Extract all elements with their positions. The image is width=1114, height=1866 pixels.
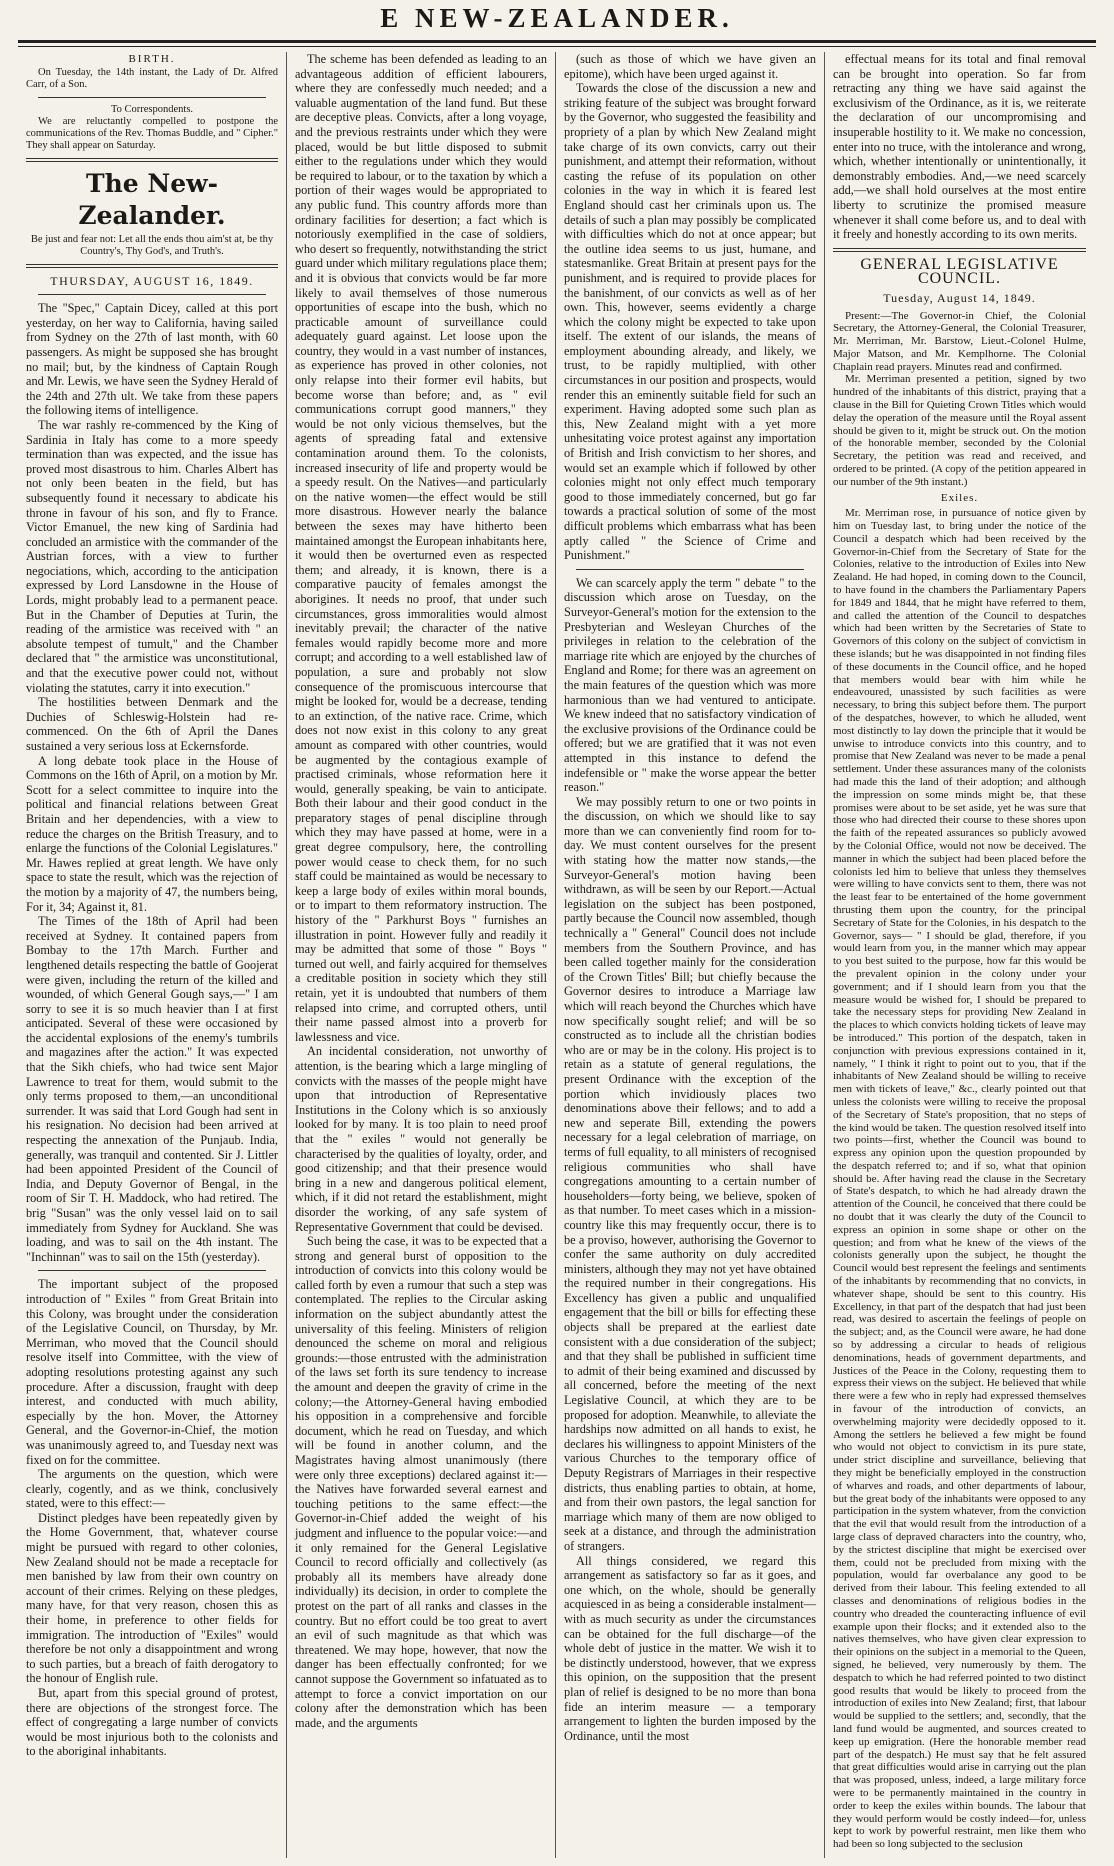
council-date: Tuesday, August 14, 1849.	[883, 290, 1036, 305]
divider	[26, 158, 278, 162]
article-paragraph: The arguments on the question, which were clearly, cogently, and as we think, conclusively stated, were to this effect:—	[26, 1467, 278, 1511]
correspondents-notice: We are reluctantly compelled to postpone the communications of the Rev. Thomas Buddle, and " Cipher." They shall appear on Saturday.	[26, 115, 278, 151]
article-paragraph: We may possibly return to one or two points in the discussion, on which we should like to say more than we can conveniently find room for to-day. We must content ourselves for the present with stating how the matter now stands,—the Surveyor-General's motion having been withdrawn, as will be seen by our Report.—Actual legislation on the subject has been postponed, partly because the Council now assembled, though technically a " General" Council does not include members from the Southern Province, and has been called together mainly for the consideration of the Crown Titles' Bill; but chiefly because the Governor desires to introduce a Marriage law which will reach beyond the Churches which have now specifically sought relief; and will be so constructed as to include all the christian bodies who are or may be in the colony. His project is to retain as a statute of general regulations, the present Ordinance with the exception of the portion which invidiously places two denominations above their fellows; and to add a new and seperate Bill, extending the powers necessary for a legal celebration of marriage, on terms of full equality, to all ministers of recognised religious communities who shall have congregations amounting to a certain number of householders—forty being, we believe, spoken of as that number. To meet cases which in a mission-country like this may frequently occur, there is to be a proviso, however, authorising the Governor to confer the same authority on duly accredited ministers, although they may not yet have obtained the required number in their congregations. His Excellency has given a public and unqualified engagement that the bill or bills for effecting these objects shall be prepared at the earliest date consistent with a due consideration of the subject; and that they shall be published in sufficient time to admit of their being examined and discussed by all concerned, before the meeting of the next Legislative Council, at which they are to be proposed for adoption. Meanwhile, to alleviate the hardships now admitted on all hands to exist, he declares his willingness to appoint Ministers of the various Churches to the temporary office of Deputy Registrars of Marriages in their respective districts, thus enabling parties to obtain, at home, and from their own pastors, the legal sanction for marriage which many of them are now obliged to seek at a distance, and through the administration of strangers.	[564, 794, 816, 1553]
paper-title: The New-Zealander.	[78, 168, 226, 230]
article-paragraph: All things considered, we regard this arrangement as satisfactory so far as it goes, and one which, on the whole, should be generally acquiesced in as being a considerable instalment—with as much security as under the circumstances can be obtained for the full discharge—of the whole debt of justice in the matter. We wish it to be distinctly understood, however, that we express this opinion, on the supposition that the present plan of relief is designed to be no more than bona fide an interim measure — a temporary arrangement to lighten the burden imposed by the Ordinance, until the most	[564, 1553, 816, 1743]
article-paragraph: The "Spec," Captain Dicey, called at this port yesterday, on her way to California, having sailed from Sydney on the 27th of last month, with 60 passengers. As might be supposed she has brought no mail; but, by the kindness of Captain Rough and Mr. Lewis, we have seen the Sydney Herald of the 24th and 27th ult. We take from these papers the following items of intelligence.	[26, 301, 278, 418]
article-paragraph: (such as those of which we have given an epitome), which have been urged against it.	[564, 52, 816, 81]
article-paragraph: Such being the case, it was to be expected that a strong and general burst of opposition to the introduction of convicts into this colony would be called forth by even a rumour that such a step was contemplated. The replies to the Circular asking information on the subject abundantly attest the universality of this feeling. Ministers of religion denounced the scheme on moral and religious grounds:—those entrusted with the administration of the laws set forth its sure tendency to increase the amount and deepen the gravity of crime in the colony;—the Attorney-General having embodied his opposition in a comprehensive and forcible document, which he read on Tuesday, and which will be found in another column, and the Magistrates having almost unanimously (there were only three exceptions) declared against it:—the Natives have forwarded several earnest and touching petitions to the same effect:—the Governor-in-Chief added the weight of his judgment and influence to the popular voice:—and it only remained for the General Legislative Council to record officially and collectively (as probably all its members have already done individually) its decision, in order to complete the protest on the part of all ranks and classes in the country. But no effort could be too great to avert an evil of such magnitude as that which was threatened. We may hope, however, that now the danger has been effectually confronted; for we cannot suppose the Government so infatuated as to attempt to force a convict importation on our colony after the demonstration which has been made, and the arguments	[295, 1234, 547, 1730]
article-paragraph: The war rashly re-commenced by the King of Sardinia in Italy has come to a more speedy termination than was expected, and the issue has proved most disastrous to him. Charles Albert has not only been beaten in the field, but has subsequently found it necessary to abdicate his throne in favour of his son, and fly to France. Victor Emanuel, the new king of Sardinia had concluded an armistice with the commander of the Austrian forces, with a view to further negociations, which, according to the anticipation expressed by Lord Lansdowne in the House of Lords, might probably lead to a permanent peace. But in the Chamber of Deputies at Turin, the reading of the armistice was received with " an absolute tempest of tumult," and the Chamber declared that " the armistice was unconstitutional, and that the executive power could not, without violating the statutes, carry it into execution."	[26, 417, 278, 695]
article-paragraph: Distinct pledges have been repeatedly given by the Home Government, that, whatever course might be pursued with regard to other colonies, New Zealand should not be made a receptacle for men banished by law from their own country on account of their crimes. Relying on these pledges, many have, for that very reason, chosen this as their home, in preference to other fields for immigration. The introduction of "Exiles" would therefore be not only a disappointment and wrong to such parties, but a breach of faith derogatory to the honour of English rule.	[26, 1510, 278, 1686]
masthead	[0, 0, 1114, 40]
council-paragraph: Present:—The Governor-in Chief, the Colonial Secretary, the Attorney-General, the Colonial Treasurer, Mr. Merriman, Mr. Barstow, Lieut.-Colonel Hulme, Major Matson, and Mr. Kemplhorne. The Colonial Chaplain read prayers. Minutes read and confirmed.	[833, 309, 1086, 373]
divider	[38, 1270, 266, 1271]
council-paragraph: Mr. Merriman presented a petition, signed by two hundred of the inhabitants of this district, praying that a clause in the Bill for Quieting Crown Titles which would delay the operation of the measure until the Royal assent should be given to it, might be struck out. On the motion of the honorable member, seconded by the Colonial Secretary, the petition was read and received, and ordered to be printed. (A copy of the petition appeared in our number of the 9th instant.)	[833, 373, 1086, 488]
column-2	[287, 52, 556, 1858]
article-paragraph: But, apart from this special ground of protest, there are objections of the strongest force. The effect of congregating a large number of convicts would be most injurious both to the colonists and to the aboriginal inhabitants.	[26, 1686, 278, 1759]
exiles-heading: Exiles.	[940, 491, 979, 504]
council-heading: GENERAL LEGISLATIVE COUNCIL.	[860, 255, 1059, 288]
divider	[38, 97, 266, 98]
divider	[38, 294, 266, 295]
column-4	[825, 52, 1094, 1858]
article-paragraph: A long debate took place in the House of Commons on the 16th of April, on a motion by Mr. Scott for a select committee to inquire into the political and financial relations between Great Britain and her dependencies, with a view to reduce the charges on the British Treasury, and to enlarge the functions of the Colonial Legislatures." Mr. Hawes replied at great length. We have only space to state the result, which was the rejection of the motion by a majority of 47, the numbers being, For it, 34; Against it, 81.	[26, 753, 278, 914]
dateline: THURSDAY, AUGUST 16, 1849.	[50, 273, 254, 288]
article-paragraph: effectual means for its total and final removal can be brought into operation. So far from retracting any thing we have said against the exclusivism of the Ordinance, as it is, we reiterate the declaration of our uncompromising and insuperable hostility to it. We make no concession, enter into no truce, with the intolerance and wrong, which, whether intentionally or unintentionally, it demonstrably embodies. And,—we need scarcely add,—we shall hold ourselves at the most entire liberty to scrutinize the promised measure whenever it shall come before us, and to deal with it freely and honestly according to its own merits.	[833, 52, 1086, 242]
newspaper-columns	[18, 52, 1096, 1858]
motto: Be just and fear not: Let all the ends thou aim'st at, be thy Country's, Thy God's, and Truth's.	[30, 233, 274, 257]
divider	[833, 248, 1086, 252]
birth-heading: BIRTH.	[128, 53, 176, 65]
column-1	[18, 52, 287, 1858]
article-paragraph: An incidental consideration, not unworthy of attention, is the bearing which a large mingling of convicts with the masses of the people might have upon that introduction of Representative Institutions in the Colony which is so anxiously looked for by many. It is too plain to need proof that the " exiles " would not generally be characterised by the qualities of loyalty, order, and good citizenship; and that their presence would bring in a new and dangerous political element, which, if it did not retard the establishment, might disorder the working, of any safe system of Representative Government that could be devised.	[295, 1044, 547, 1234]
masthead-rule-thin	[18, 46, 1096, 47]
divider	[576, 569, 804, 570]
article-paragraph: Towards the close of the discussion a new and striking feature of the subject was brought forward by the Governor, who suggested the feasibility and propriety of a plan by which New Zealand might take charge of its own convicts, carry out their punishment, and attempt their reformation, without casting the refuse of its population on other colonies in the way in which it is feared lest England should cast her criminals upon us. The details of such a plan may possibly be complicated with difficulties which do not at once appear; but the outline idea seems to us just, humane, and statesmanlike. Great Britain at present pays for the punishment, and is required to provide places for the banishment, of our convicts as well as of her own. This, however, seems evidently a charge which the colony might be expected to take upon itself. The extent of our islands, the means of employment abounding already, and likely, we trust, to be rapidly multiplied, with other circumstances in our position and prospects, would render this an eminently suitable field for such an experiment. Having adopted some such plan as this, New Zealand might with a yet more unhesitating voice protest against any importation of British and Irish convictism to her shores, and would set an example which if followed by other colonies might not only effect much temporary good to those immediately concerned, but go far towards a practical solution of some of the most difficult problems which embarrass what has been aptly called " the Science of Crime and Punishment."	[564, 81, 816, 563]
article-paragraph: The scheme has been defended as leading to an advantageous addition of efficient labourers, where they are confessedly much needed; and a valuable augmentation of the land fund. But these are deceptive pleas. Convicts, after a long voyage, and the previous restraints under which they were placed, would be but little disposed to submit either to the regulations under which they would be required to labour, or to the taxation by which a portion of their wages would be appropriated to any public fund. This country affords more than ordinary facilities for desertion; a fact which is notoriously exemplified in the case of soldiers, who desert so frequently, notwithstanding the strict guard under which military regulations place them; and it is obvious that convicts would be far more likely to avail themselves of those numerous opportunities of escape into the bush, which no practicable amount of surveillance could adequately guard against. Let loose upon the country, they would in a vast number of instances, as experience has proved in other colonies, not only relapse into their former evil habits, but become worse than before; and, as " evil communications corrupt good manners," they would be not only vicious themselves, but the agents of spreading fatal and extensive contamination around them. To the colonists, increased insecurity of life and property would be a speedy result. On the Natives—and particularly on the native women—the effect would be still more disastrous. However nearly the balance between the sexes may have hitherto been maintained amongst the European inhabitants here, it would then be overturned even as respected them; and already, it is known, there is a comparative paucity of females amongst the aborigines. It needs no proof, that under such circumstances, gross immoralities would almost inevitably prevail; the character of the native females would rapidly become more and more corrupt; and according to a well established law of population, a sure and probably not slow consequence of the promiscuous intercourse that might be looked for, would be a decrease, tending to an extinction, of the native race. Crime, which does not now exist in this colony to any great amount as compared with other countries, would be augmented by the contagious example of practised criminals, whose reformation here it would, generally speaking, be vain to anticipate. Both their labour and their good conduct in the preparatory stages of penal discipline through which they may have passed at home, were in a great degree compulsory, here, the controlling power would cease to check them, for no such staff could be maintained as would be necessary to keep a large body of exiles within moral bounds, or to impart to them reformatory instruction. The history of the " Parkhurst Boys " furnishes an illustration in point. However fully and readily it may be admitted that some of those " Boys " turned out well, and fairly acquired for themselves a creditable position in society which they still retain, yet it is undoubted that numbers of them relapsed into crime, and corrupted others, until their name passed almost into a proverb for lawlessness and vice.	[295, 52, 548, 1044]
article-paragraph: The Times of the 18th of April had been received at Sydney. It contained papers from Bombay to the 17th March. Further and lengthened details respecting the battle of Goojerat were given, including the return of the killed and wounded, of which General Gough says,—" I am sorry to see it is so much heavier than I at first anticipated. Several of these were occasioned by the accidental explosions of the enemy's tumbrils and magazines after the action." It was expected that the Sikh chiefs, who had twice sent Major Lawrence to treat for them, would submit to the only terms proposed to them,—an unconditional surrender. It was said that Lord Gough had sent in his resignation. No decision had been arrived at respecting the annexation of the Punjaub. India, generally, was tranquil and contented. Sir J. Littler had been appointed President of the Council of India, and Deputy Governor of Bengal, in the room of Sir T. H. Maddock, who had retired. The brig "Susan" was the only vessel laid on to sail immediately from Sydney for Auckland. She was loading, and was to sail on the 4th instant. The "Inchinnan" was to sail on the 15th (yesterday).	[26, 914, 278, 1264]
council-paragraph: Mr. Merriman rose, in pursuance of notice given by him on Tuesday last, to bring under the notice of the Council a despatch which had been received by the Governor-in-Chief from the Secretary of State for the Colonies, relative to the introduction of Exiles into New Zealand. He had hoped, in coming down to the Council, to have found in the chambers the Parliamentary Papers for 1849 and 1844, that he might have referred to them, and called the attention of the Council to despatches which had been written by the Secretaries of State to Governors of this colony on the subject of convictism in these islands; but he was disappointed in not finding files of these documents in the Council office, and he hoped that members would bear with him while he endeavoured, unassisted by such facilities as were necessary, to bring this subject before them. The purport of the despatches, however, to which he alluded, went most distinctly to lay down the principle that it would be unwise to introduce convicts into this country, and to promise that New Zealand was never to be made a penal settlement. Under these assurances many of the colonists had made this the land of their adoption; and although the impression on some minds might be, that these promises were about to be set aside, yet he was sure that those who had directed their course to these shores upon the faith of the repeated assurances so publicly avowed by the Colonial Office, would not now be deceived. The manner in which the subject had been placed before the colonists led him to believe that unless they themselves were willing to have convicts sent to them, there was not the least fear to be entertained of the home government thrusting them upon the country, for the principal Secretary of State for the Colonies, in his despatch to the Governor, says— " I should be glad, therefore, if you would learn from you, in the manner which may appear to you best suited to the purpose, how far this would be the prevalent opinion in the colony under your government; and if I should learn from you that the measure would be wished for, I should be prepared to take the necessary steps for providing New Zealand in the places to which convicts holding tickets of leave may be introduced." This portion of the despatch, taken in conjunction with previous expressions contained in it, namely, " I think it right to point out to you, that if the inhabitants of New Zealand should be willing to receive men with tickets of leave," &c., clearly pointed out that unless the colonists were willing to receive the proposal of the Secretary of State's proposition, that no steps of the kind would be taken. The question resolved itself into two points—first, whether the Council was bound to express any opinion upon the question propounded by the despatch referred to; and if so, what that opinion should be. After having read the clause in the Secretary of State's despatch, to which he had already drawn the attention of the Council, he conceived that there could be no doubt that it was clearly the duty of the Council to express an opinion in some shape or other on the question; and from what he knew of the views of the colonists generally upon the subject, he thought the Council would best represent the feelings and sentiments of the inhabitants by recommending that no convicts, in whatever shape, should be sent to this country. His Excellency, in that part of the despatch that had just been read, was desired to ascertain the feelings of people on the subject; and, as the Council were aware, he had done so by addressing a circular to heads of religious denominations, heads of government departments, and Justices of the Peace in the Colony, requesting them to express their views on the subject. He believed that while there were a few who in reply had expressed themselves in favour of the introduction of convicts, an overwhelming majority were decidedly opposed to it. Among the settlers he believed a few might be found who would not object to convictism in its pure state, under strict discipline and surveillance, believing that they might be beneficially employed in the construction of wharves and roads, and other departments of labour, but the great body of the inhabitants were opposed to any participation in the system whatever, from the conviction that the evil that would result from the introduction of a large class of depraved characters into the country, who, by the strictest discipline that might be exercised over them, could not be precluded from mixing with the population, would far overbalance any good to be derived from their labour. This feeling extended to all classes and denominations of religious bodies in the country who dreaded the counteracting influence of evil example upon their flocks; and it extended also to the natives themselves, who have given clear expression to their opinions on the subject in a memorial to the Queen, signed, he believed, very numerously by them. The despatch to which he had referred pointed to two distinct good results that would be likely to proceed from the introduction of exiles into New Zealand; first, that labour would be supplied to the settlers; and, secondly, that the land fund would be augmented, and sources created to keep up emigration. (Here the honorable member read part of the despatch.) He must say that he felt assured that great difficulties would arise in carrying out the plan that was proposed, unless, indeed, a large military force were to be permanently maintained in the country in order to keep the exiles within bounds. The labour that they would perform would be costly indeed—for, unless kept to work by powerful restraint, men like them who had been so long subjected to the seclusion	[833, 507, 1086, 1851]
masthead-title: E NEW-ZEALANDER.	[380, 3, 734, 33]
divider	[26, 264, 278, 268]
article-paragraph: The important subject of the proposed introduction of " Exiles " from Great Britain into this Colony, was brought under the consideration of the Legislative Council, on Thursday, by Mr. Merriman, who moved that the Council should resolve itself into Committee, with the view of adopting resolutions protesting against any such procedure. After a discussion, fraught with deep interest, and conducted with much ability, especially by the hon. Mover, the Attorney General, and the Governor-in-Chief, the motion was unanimously agreed to, and Tuesday next was fixed on for the committee.	[26, 1277, 278, 1467]
masthead-rule	[18, 40, 1096, 43]
column-3	[556, 52, 825, 1858]
correspondents-heading: To Correspondents.	[110, 103, 194, 115]
birth-notice: On Tuesday, the 14th instant, the Lady of Dr. Alfred Carr, of a Son.	[26, 66, 278, 90]
article-paragraph: The hostilities between Denmark and the Duchies of Schleswig-Holstein had re-commenced. On the 6th of April the Danes sustained a very serious loss at Eckernsforde.	[26, 695, 278, 753]
article-paragraph: We can scarcely apply the term " debate " to the discussion which arose on Tuesday, on the Surveyor-General's motion for the extension to the Presbyterian and Wesleyan Churches of the privileges in relation to the celebration of the marriage rite which are enjoyed by the churches of England and Rome; for there was an agreement on the main features of the question which was more harmonious than we had ventured to anticipate. We knew indeed that no satisfactory vindication of the exclusive provisions of the Ordinance could be offered; but we are gratified that it was not even attempted in this instance to defend the indefensible or " make the worse appear the better reason."	[564, 575, 816, 795]
